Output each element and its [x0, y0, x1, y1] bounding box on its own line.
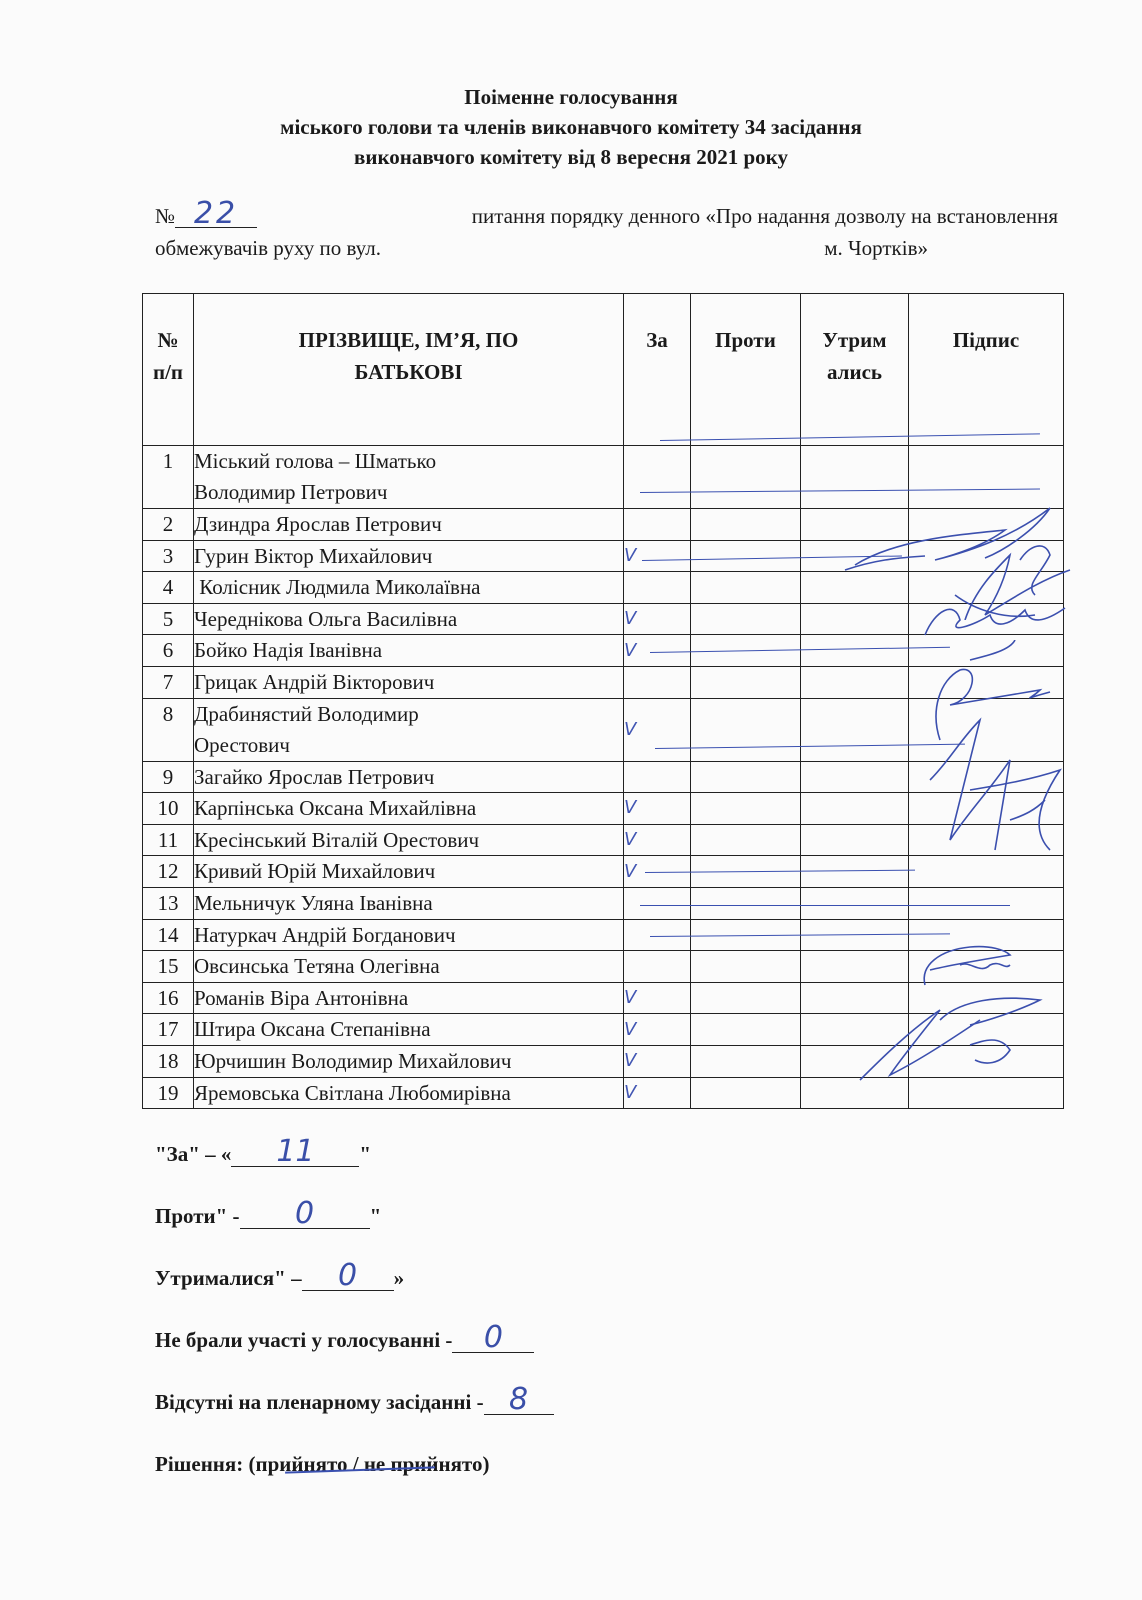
signature-scribble: [910, 700, 1080, 870]
agenda-line-1: питання порядку денного «Про надання дозволу на встановлення: [471, 204, 1058, 228]
row-number: 5: [143, 603, 194, 635]
total-not-voted-label: Не брали участі у голосуванні -: [155, 1328, 453, 1352]
for-mark: V: [624, 698, 691, 761]
item-number-handwritten: 22: [175, 201, 257, 228]
agenda-item-text: [155, 196, 1058, 264]
for-mark: [624, 887, 691, 919]
number-sign: №: [155, 204, 176, 228]
member-name: Натуркач Андрій Богданович: [194, 919, 624, 951]
total-absent: [155, 1353, 554, 1415]
member-name: Грицак Андрій Вікторович: [194, 666, 624, 698]
total-against-label: Проти" -: [155, 1204, 240, 1228]
row-number: 3: [143, 540, 194, 572]
total-not-voted: [155, 1291, 554, 1353]
member-name: Міський голова – Шматько Володимир Петрович: [194, 446, 624, 509]
row-number: 13: [143, 887, 194, 919]
row-number: 9: [143, 761, 194, 793]
row-number: 15: [143, 951, 194, 983]
member-name: Кресінський Віталій Орестович: [194, 824, 624, 856]
total-for-value: 11: [231, 1138, 359, 1167]
for-mark: [624, 761, 691, 793]
row-number: 10: [143, 793, 194, 825]
row-number: 7: [143, 666, 194, 698]
total-abstained-label: Утрималися" –: [155, 1266, 302, 1290]
for-mark: [624, 572, 691, 604]
for-mark: V: [624, 635, 691, 667]
member-name: Гурин Віктор Михайлович: [194, 540, 624, 572]
total-abstained-value: 0: [302, 1262, 394, 1291]
signature-scribble: [850, 980, 1050, 1090]
member-name: Череднікова Ольга Василівна: [194, 603, 624, 635]
header-name: ПРІЗВИЩЕ, ІМ’Я, ПО БАТЬКОВІ: [194, 294, 624, 446]
member-name: Колісник Людмила Миколаївна: [194, 572, 624, 604]
total-abstained: [155, 1229, 554, 1291]
member-name: Загайко Ярослав Петрович: [194, 761, 624, 793]
for-mark: V: [624, 1014, 691, 1046]
row-number: 2: [143, 509, 194, 541]
title-line-2: міського голови та членів виконавчого комітету 34 засідання: [280, 115, 862, 139]
row-number: 19: [143, 1077, 194, 1109]
for-mark: V: [624, 540, 691, 572]
for-mark: V: [624, 856, 691, 888]
member-name: Юрчишин Володимир Михайлович: [194, 1045, 624, 1077]
header-abstained: Утрим ались: [801, 294, 909, 446]
member-name: Штира Оксана Степанівна: [194, 1014, 624, 1046]
row-number: 11: [143, 824, 194, 856]
agenda-city: м. Чортків»: [824, 236, 928, 260]
for-mark: [624, 509, 691, 541]
row-number: 17: [143, 1014, 194, 1046]
member-name: Драбинястий Володимир Орестович: [194, 698, 624, 761]
totals-block: [155, 1105, 554, 1477]
total-against: [155, 1167, 554, 1229]
for-mark: [624, 951, 691, 983]
row-number: 8: [143, 698, 194, 761]
header-signature: Підпис: [909, 294, 1064, 446]
total-for-label-end: ": [359, 1142, 372, 1166]
row-number: 12: [143, 856, 194, 888]
total-against-label-end: ": [369, 1204, 382, 1228]
member-name: Романів Віра Антонівна: [194, 982, 624, 1014]
total-abstained-label-end: »: [393, 1266, 405, 1290]
document-title: [0, 82, 1142, 172]
title-line-1: Поіменне голосування: [464, 85, 678, 109]
row-number: 16: [143, 982, 194, 1014]
total-for: [155, 1105, 554, 1167]
member-name: Мельничук Уляна Іванівна: [194, 887, 624, 919]
agenda-line-2: обмежувачів руху по вул.: [155, 236, 381, 260]
absent-strike-line: [640, 905, 1010, 906]
row-number: 14: [143, 919, 194, 951]
member-name: Дзиндра Ярослав Петрович: [194, 509, 624, 541]
for-mark: V: [624, 982, 691, 1014]
header-number: № п/п: [143, 294, 194, 446]
for-mark: V: [624, 603, 691, 635]
for-mark: V: [624, 1045, 691, 1077]
total-for-label: "За" – «: [155, 1142, 232, 1166]
table-row: [143, 887, 1064, 919]
row-number: 4: [143, 572, 194, 604]
row-number: 6: [143, 635, 194, 667]
header-against: Проти: [691, 294, 801, 446]
member-name: Яремовська Світлана Любомирівна: [194, 1077, 624, 1109]
table-header-row: [143, 294, 1064, 446]
row-number: 18: [143, 1045, 194, 1077]
row-number: 1: [143, 446, 194, 509]
member-name: Овсинська Тетяна Олегівна: [194, 951, 624, 983]
total-against-value: 0: [240, 1200, 370, 1229]
for-mark: [624, 446, 691, 509]
for-mark: V: [624, 824, 691, 856]
for-mark: [624, 666, 691, 698]
header-for: За: [624, 294, 691, 446]
member-name: Бойко Надія Іванівна: [194, 635, 624, 667]
for-mark: V: [624, 1077, 691, 1109]
title-line-3: виконавчого комітету від 8 вересня 2021 року: [354, 145, 788, 169]
total-absent-label: Відсутні на пленарному засіданні -: [155, 1390, 484, 1414]
total-not-voted-value: 0: [452, 1324, 534, 1353]
decision-label: Рішення: (прийнято / не прийнято): [155, 1452, 490, 1476]
total-absent-value: 8: [484, 1386, 554, 1415]
member-name: Карпінська Оксана Михайлівна: [194, 793, 624, 825]
member-name: Кривий Юрій Михайлович: [194, 856, 624, 888]
for-mark: V: [624, 793, 691, 825]
